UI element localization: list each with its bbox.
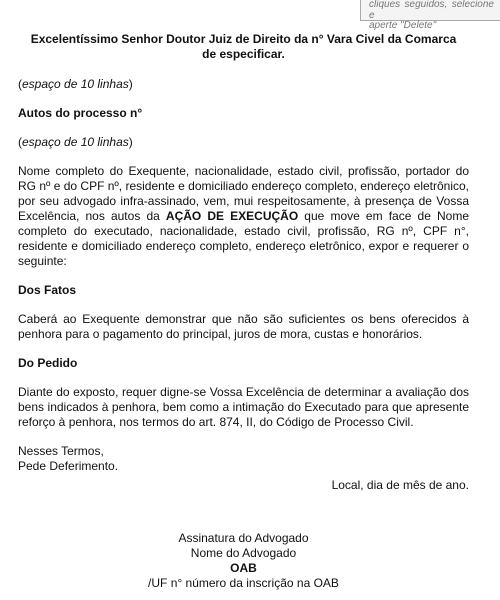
tooltip-line-1: cliques seguidos, selecione e bbox=[369, 0, 494, 21]
action-name: AÇÃO DE EXECUÇÃO bbox=[165, 209, 299, 223]
request-section-title: Do Pedido bbox=[18, 356, 78, 370]
spacing-note-1: (espaço de 10 linhas) bbox=[18, 77, 133, 91]
signature-line-2: Nome do Advogado bbox=[190, 546, 297, 560]
signature-line-3 bbox=[18, 561, 469, 591]
closing-line-1: Nesses Termos, bbox=[18, 444, 104, 458]
document-body bbox=[18, 32, 469, 591]
hint-tooltip bbox=[360, 0, 500, 31]
intro-paragraph bbox=[18, 164, 469, 269]
closing-line-2: Pede Deferimento. bbox=[18, 459, 119, 473]
oab-detail: /UF n° número da inscrição na OAB bbox=[148, 576, 339, 590]
closing-block bbox=[18, 444, 469, 474]
document-heading bbox=[18, 32, 469, 62]
spacing-note-2: (espaço de 10 linhas) bbox=[18, 135, 133, 149]
process-number-label: Autos do processo n° bbox=[18, 106, 143, 120]
place-date-line: Local, dia de mês de ano. bbox=[331, 478, 469, 492]
intro-text-part-1: Nome completo do Exequente, nacionalidade, estado civil, profissão, portador do RG nº e do CPF nº, residente e domiciliado endereço completo, endereço eletrônico, por seu advogado infra-assinado, vem, mui respeitosamente, à presença de Vossa Excelência, nos autos da bbox=[18, 164, 470, 223]
signature-block bbox=[18, 531, 469, 591]
tooltip-line-2: aperte "Delete" bbox=[369, 20, 437, 31]
facts-section-title: Dos Fatos bbox=[18, 283, 77, 297]
signature-line-1: Assinatura do Advogado bbox=[178, 531, 309, 545]
heading-line-2: de especificar. bbox=[202, 47, 285, 61]
heading-line-1: Excelentíssimo Senhor Doutor Juiz de Direito da n° Vara Civel da Comarca bbox=[30, 32, 457, 46]
facts-paragraph: Caberá ao Exequente demonstrar que não são suficientes os bens oferecidos à penhora para o pagamento do principal, juros de mora, custas e honorários. bbox=[18, 312, 469, 341]
request-paragraph: Diante do exposto, requer digne-se Vossa Excelência de determinar a avaliação dos bens indicados à penhora, bem como a intimação do Executado para que apresente reforço à penhora, nos termos do art. 874, II, do Código de Processo Civil. bbox=[18, 385, 469, 429]
oab-label: OAB bbox=[230, 561, 257, 575]
spacing-note-1-text: espaço de 10 linhas bbox=[22, 77, 129, 91]
spacing-note-2-text: espaço de 10 linhas bbox=[22, 135, 129, 149]
intro-text-part-2: que move em face de Nome completo do executado, nacionalidade, estado civil, profissão, RG nº, CPF n°, residente e domiciliado endereço completo, endereço eletrônico, expor e requerer o seguinte: bbox=[18, 209, 469, 268]
